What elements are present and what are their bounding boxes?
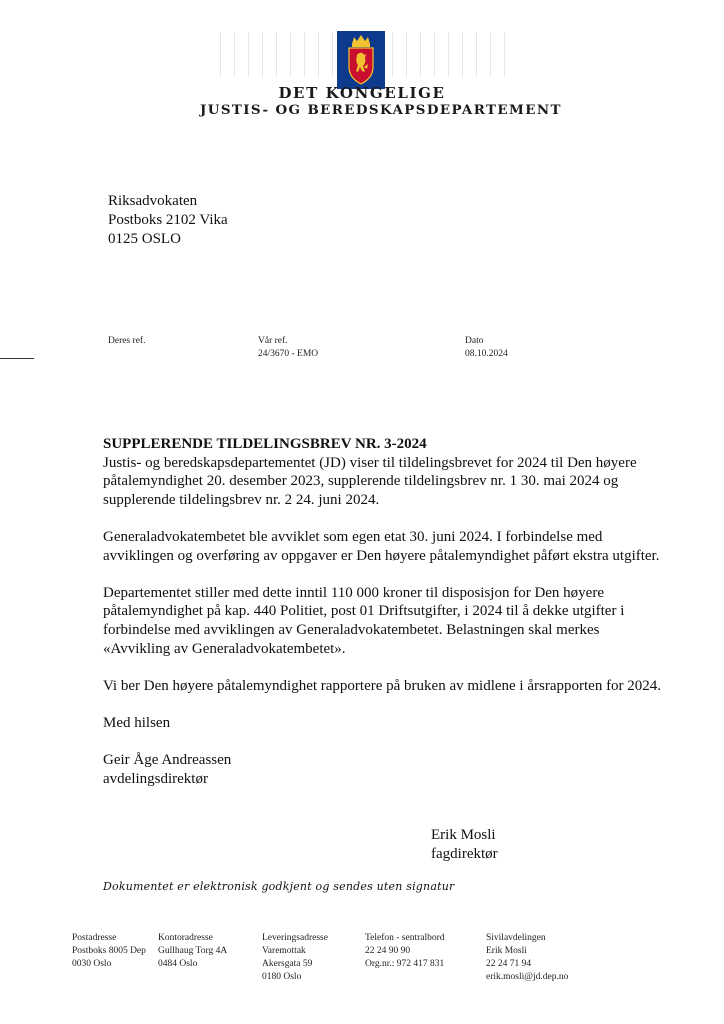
footer-line: [158, 971, 227, 984]
letter-body: [103, 435, 663, 788]
footer-line: Gullhaug Torg 4A: [158, 946, 228, 956]
closing: Med hilsen: [103, 714, 171, 731]
letterhead: [200, 22, 562, 122]
footer-line: 22 24 90 90: [365, 946, 411, 956]
footer-phone: [365, 932, 445, 984]
signer-2-title: fagdirektør: [431, 845, 498, 862]
letter-title: SUPPLERENDE TILDELINGSBREV NR. 3-2024: [103, 436, 427, 452]
recipient-address-line1: Postboks 2102 Vika: [108, 212, 228, 228]
paragraph-4: Vi ber Den høyere påtalemyndighet rapportere på bruken av midlene i årsrapporten for 2024.: [103, 677, 662, 694]
electronic-approval-note: Dokumentet er elektronisk godkjent og sendes uten signatur: [103, 880, 455, 893]
coat-of-arms-icon: [337, 31, 385, 89]
footer-line: Leveringsadresse: [262, 933, 328, 943]
footer-line: Akersgata 59: [262, 959, 313, 969]
footer-line: Erik Mosli: [486, 946, 527, 956]
footer-line: 0030 Oslo: [72, 959, 112, 969]
footer-line: Org.nr.: 972 417 831: [365, 959, 445, 969]
footer-email-link[interactable]: erik.mosli@jd.dep.no: [486, 972, 569, 982]
signer-2-name: Erik Mosli: [431, 827, 496, 843]
footer-line: 0484 Oslo: [158, 959, 198, 969]
footer-line: 22 24 71 94: [486, 959, 532, 969]
dato-label: Dato: [465, 336, 484, 346]
footer-department-contact: [486, 932, 568, 984]
footer-office-address: [158, 932, 227, 984]
recipient-name: Riksadvokaten: [108, 193, 198, 209]
footer-line: Postboks 8005 Dep: [72, 946, 146, 956]
footer-line: Telefon - sentralbord: [365, 933, 445, 943]
footer-line: Varemottak: [262, 946, 306, 956]
footer-postal-address: [72, 932, 146, 984]
paragraph-2: Generaladvokatembetet ble avviklet som egen etat 30. juni 2024. I forbindelse med avviklingen og overføring av oppgaver er Den høyere påtalemyndighet påført ekstra utgifter.: [103, 528, 660, 564]
deres-ref-label: Deres ref.: [108, 336, 146, 346]
paragraph-1: Justis- og beredskapsdepartementet (JD) viser til tildelingsbrevet for 2024 til Den høyere påtalemyndighet 20. desember 2023, supplerende tildelingsbrev nr. 1 30. mai 2024 og supplerende tildelingsbrev nr. 2 24. juni 2024.: [103, 454, 637, 508]
footer-line: Postadresse: [72, 933, 117, 943]
recipient-address-line2: 0125 OSLO: [108, 231, 181, 247]
paragraph-3: Departementet stiller med dette inntil 110 000 kroner til disposisjon for Den høyere påtalemyndighet på kap. 440 Politiet, post 01 Driftsutgifter, i 2024 til å dekke utgifter i forbindelse med avviklingen av Generaladvokatembetet. Belastningen skal merkes «Avvikling av Generaladvokatembetet».: [103, 584, 625, 657]
fold-mark: [0, 358, 34, 359]
signer-1-title: avdelingsdirektør: [103, 770, 208, 787]
footer-line: 0180 Oslo: [262, 972, 302, 982]
var-ref-value: 24/3670 - EMO: [258, 349, 319, 359]
signer-1-name: Geir Åge Andreassen: [103, 752, 232, 769]
signer-1: [103, 751, 663, 788]
signer-2: [431, 826, 498, 863]
ministry-name-line1: DET KONGELIGE: [278, 84, 446, 102]
recipient-address: [108, 192, 228, 249]
footer-line: Kontoradresse: [158, 933, 213, 943]
footer-line: Sivilavdelingen: [486, 933, 546, 943]
ministry-name-line2: JUSTIS- OG BEREDSKAPSDEPARTEMENT: [200, 102, 562, 118]
footer-delivery-address: [262, 932, 328, 984]
footer-line: [365, 971, 445, 984]
dato-value: 08.10.2024: [465, 349, 508, 359]
var-ref-label: Vår ref.: [258, 336, 288, 346]
footer-line: [72, 971, 146, 984]
